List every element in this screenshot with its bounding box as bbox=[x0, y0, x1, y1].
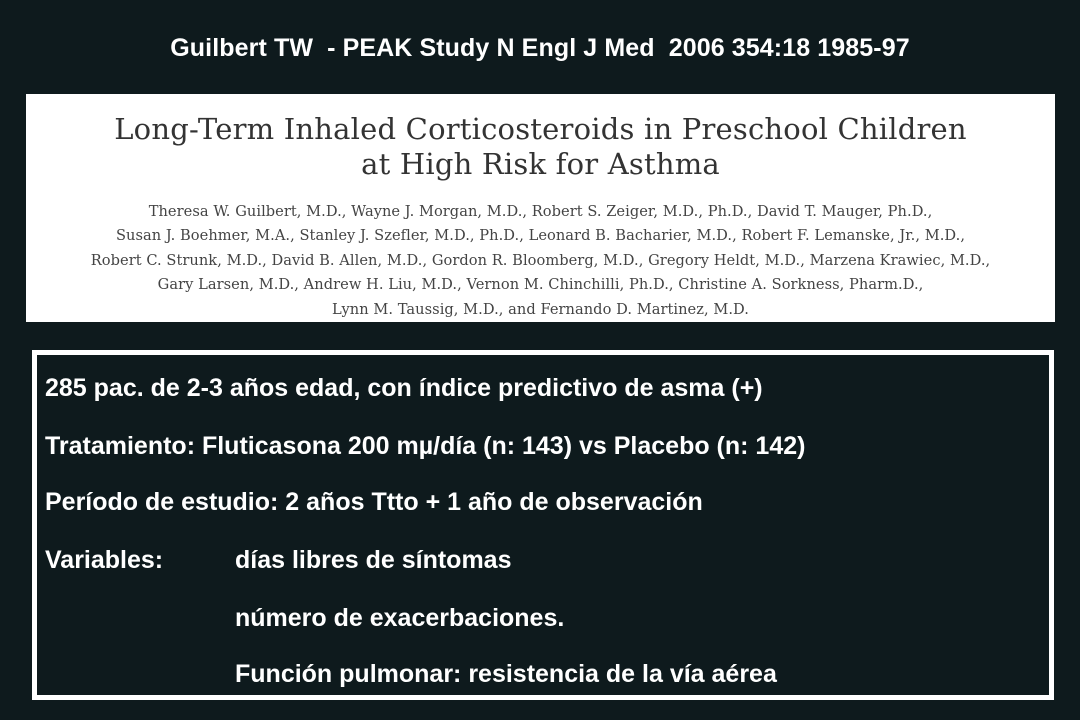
study-summary-box bbox=[32, 350, 1054, 700]
variable-item: días libres de síntomas bbox=[235, 546, 512, 574]
paper-author-line-3: Robert C. Strunk, M.D., David B. Allen, M.D., Gordon R. Bloomberg, M.D., Gregory Heldt, M.D., Marzena Krawiec, M.D., bbox=[90, 251, 991, 269]
paper-author-line-5: Lynn M. Taussig, M.D., and Fernando D. Martinez, M.D. bbox=[332, 300, 749, 318]
paper-title-line-1: Long-Term Inhaled Corticosteroids in Preschool Children bbox=[114, 112, 967, 146]
variable-item: Función pulmonar: resistencia de la vía aérea bbox=[235, 660, 777, 688]
variables-label: Variables: bbox=[45, 546, 164, 574]
paper-author-line-4: Gary Larsen, M.D., Andrew H. Liu, M.D., Vernon M. Chinchilli, Ph.D., Christine A. Sorkness, Pharm.D., bbox=[157, 276, 924, 294]
paper-header-image bbox=[26, 94, 1055, 322]
paper-authors bbox=[26, 200, 1055, 322]
paper-author-line-1: Theresa W. Guilbert, M.D., Wayne J. Morgan, M.D., Robert S. Zeiger, M.D., Ph.D., David T. Mauger, Ph.D., bbox=[148, 203, 933, 220]
paper-author-line-2: Susan J. Boehmer, M.A., Stanley J. Szefler, M.D., Ph.D., Leonard B. Bacharier, M.D., Robert F. Lemanske, Jr., M.D., bbox=[115, 227, 966, 245]
slide-title: Guilbert TW - PEAK Study N Engl J Med 2006 354:18 1985-97 bbox=[170, 34, 910, 62]
study-period-text: Período de estudio: 2 años Ttto + 1 año de observación bbox=[45, 488, 703, 516]
treatment-text: Tratamiento: Fluticasona 200 mµ/día (n: 143) vs Placebo (n: 142) bbox=[45, 432, 806, 460]
paper-title-line-2: at High Risk for Asthma bbox=[361, 147, 720, 181]
population-text: 285 pac. de 2-3 años edad, con índice predictivo de asma (+) bbox=[45, 374, 763, 402]
variable-item: número de exacerbaciones. bbox=[235, 604, 565, 632]
paper-title bbox=[26, 94, 1055, 182]
